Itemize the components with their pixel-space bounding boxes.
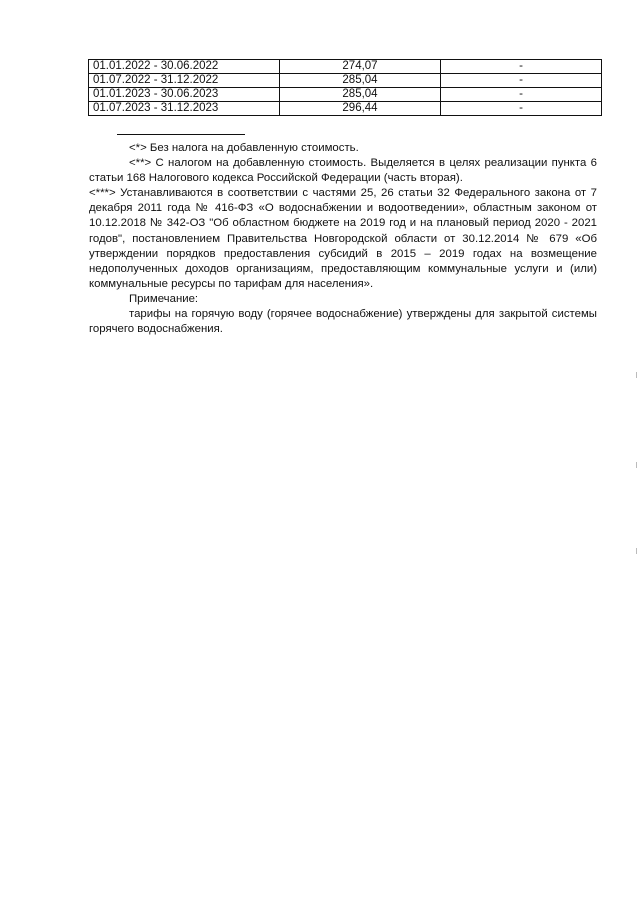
tariff-table [88, 59, 602, 116]
tariff-value-cell: 285,04 [280, 88, 441, 102]
tariff-value-cell: 296,44 [280, 102, 441, 116]
table-row [89, 60, 602, 74]
extra-value-cell: - [441, 88, 602, 102]
note-heading: Примечание: [129, 293, 199, 305]
scan-mark [636, 372, 637, 378]
extra-value-cell: - [441, 102, 602, 116]
extra-value-cell: - [441, 60, 602, 74]
footnote-legal-basis: <***> Устанавливаются в соответствии с частями 25, 26 статьи 32 Федерального закона от 7 декабря 2011 года № 416-ФЗ «О водоснабжении и водоотведении», областным законом от 10.12.2018 № 342-ОЗ "Об областном бюджете на 2019 год и на плановый период 2020 - 2021 годов", постановлением Правительства Новгородской области от 30.12.2014 № 679 «Об утверждении порядков предоставления субсидий в 2015 – 2019 годах на возмещение недополученных доходов организациям, предоставляющим коммунальные услуги и (или) коммунальные ресурсы по тарифам для населения». [89, 187, 597, 291]
footnote-with-vat: <**> С налогом на добавленную стоимость. Выделяется в целях реализации пункта 6 статьи 168 Налогового кодекса Российской Федерации (часть вторая). [89, 157, 597, 185]
scan-mark [636, 462, 637, 468]
footnote-no-vat: <*> Без налога на добавленную стоимость. [129, 142, 359, 154]
tariff-value-cell: 274,07 [280, 60, 441, 74]
table-row [89, 88, 602, 102]
period-cell: 01.07.2023 - 31.12.2023 [89, 102, 280, 116]
period-cell: 01.07.2022 - 31.12.2022 [89, 74, 280, 88]
period-cell: 01.01.2022 - 30.06.2022 [89, 60, 280, 74]
extra-value-cell: - [441, 74, 602, 88]
table-row [89, 74, 602, 88]
note-body: тарифы на горячую воду (горячее водоснабжение) утверждены для закрытой системы горячего водоснабжения. [89, 308, 597, 336]
scan-mark [636, 548, 637, 554]
tariff-value-cell: 285,04 [280, 74, 441, 88]
table-row [89, 102, 602, 116]
period-cell: 01.01.2023 - 30.06.2023 [89, 88, 280, 102]
footnote-separator [117, 134, 245, 135]
